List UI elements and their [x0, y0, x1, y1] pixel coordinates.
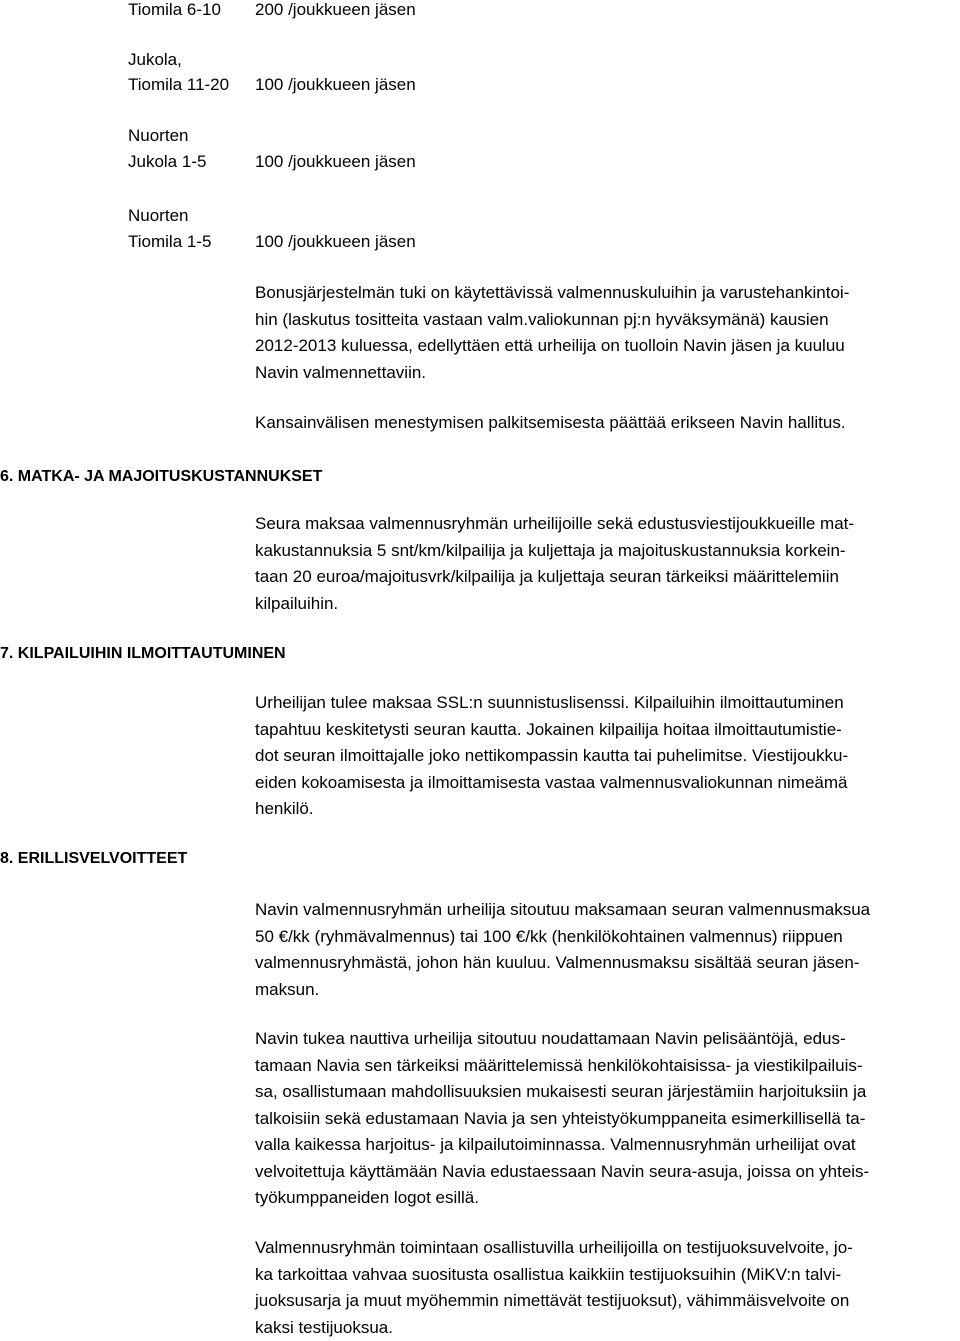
section-8-rules-line: tamaan Navia sen tärkeiksi määrittelemissä henkilökohtaisissa- ja viestikilpailuis-: [255, 1053, 960, 1080]
quota-row-3-value: 100 /joukkueen jäsen: [255, 149, 416, 175]
section-6-line: kakustannuksia 5 snt/km/kilpailija ja kuljettaja ja majoituskustannuksia korkein-: [255, 538, 960, 565]
section-8-test-line: ka tarkoittaa vahvaa suositusta osallistua kaikkiin testijuoksuihin (MiKV:n talvi-: [255, 1262, 960, 1289]
section-8-rules-line: sa, osallistumaan mahdollisuuksien mukaisesti seuran järjestämiin harjoituksiin ja: [255, 1079, 960, 1106]
bonus-line: hin (laskutus tositteita vastaan valm.valiokunnan pj:n hyväksymänä) kausien: [255, 307, 960, 334]
quota-row-3-label-line-2: Jukola 1-5: [128, 149, 206, 175]
section-8-fee-line: Navin valmennusryhmän urheilija sitoutuu maksamaan seuran valmennusmaksua: [255, 897, 960, 924]
section-8-fee-line: maksun.: [255, 977, 960, 1004]
section-6-paragraph: [255, 511, 960, 617]
section-8-test-line: Valmennusryhmän toimintaan osallistuvilla urheilijoilla on testijuoksuvelvoite, jo-: [255, 1235, 960, 1262]
section-7-line: eiden kokoamisesta ja ilmoittamisesta vastaa valmennusvaliokunnan nimeämä: [255, 770, 960, 797]
section-8-heading: 8. ERILLISVELVOITTEET: [0, 846, 187, 872]
quota-row-2-value: 100 /joukkueen jäsen: [255, 72, 416, 98]
section-7-line: tapahtuu keskitetysti seuran kautta. Jokainen kilpailija hoitaa ilmoittautumistie-: [255, 717, 960, 744]
section-8-test-paragraph: [255, 1235, 960, 1341]
quota-row-1-value: 200 /joukkueen jäsen: [255, 0, 416, 23]
section-8-rules-line: valla kaikessa harjoitus- ja kilpailutoiminnassa. Valmennusryhmän urheilijat ovat: [255, 1132, 960, 1159]
section-7-line: Urheilijan tulee maksaa SSL:n suunnistuslisenssi. Kilpailuihin ilmoittautuminen: [255, 690, 960, 717]
quota-row-4-label-line-2: Tiomila 1-5: [128, 229, 211, 255]
bonus-paragraph: [255, 280, 960, 386]
section-8-rules-paragraph: [255, 1026, 960, 1212]
intl-line: Kansainvälisen menestymisen palkitsemisesta päättää erikseen Navin hallitus.: [255, 410, 960, 437]
section-6-line: kilpailuihin.: [255, 591, 960, 618]
section-7-heading: 7. KILPAILUIHIN ILMOITTAUTUMINEN: [0, 641, 286, 667]
quota-row-4-value: 100 /joukkueen jäsen: [255, 229, 416, 255]
section-6-heading: 6. MATKA- JA MAJOITUSKUSTANNUKSET: [0, 464, 322, 490]
section-8-rules-line: talkoisiin sekä edustamaan Navia ja sen yhteistyökumppaneita esimerkillisellä ta-: [255, 1106, 960, 1133]
international-success-paragraph: [255, 410, 960, 437]
quota-row-3-label-line-1: Nuorten: [128, 123, 188, 149]
section-8-fee-paragraph: [255, 897, 960, 1003]
section-8-rules-line: Navin tukea nauttiva urheilija sitoutuu noudattamaan Navin pelisääntöjä, edus-: [255, 1026, 960, 1053]
section-8-rules-line: velvoitettuja käyttämään Navia edustaessaan Navin seura-asuja, joissa on yhteis-: [255, 1159, 960, 1186]
section-8-test-line: kaksi testijuoksua.: [255, 1315, 960, 1341]
section-7-line: dot seuran ilmoittajalle joko nettikompassin kautta tai puhelimitse. Viestijoukku-: [255, 743, 960, 770]
bonus-line: Navin valmennettaviin.: [255, 360, 960, 387]
section-8-test-line: juoksusarja ja muut myöhemmin nimettävät testijuoksut), vähimmäisvelvoite on: [255, 1288, 960, 1315]
bonus-line: 2012-2013 kuluessa, edellyttäen että urheilija on tuolloin Navin jäsen ja kuuluu: [255, 333, 960, 360]
section-6-line: Seura maksaa valmennusryhmän urheilijoille sekä edustusviestijoukkueille mat-: [255, 511, 960, 538]
section-7-paragraph: [255, 690, 960, 823]
bonus-line: Bonusjärjestelmän tuki on käytettävissä valmennuskuluihin ja varustehankintoi-: [255, 280, 960, 307]
section-7-line: henkilö.: [255, 796, 960, 823]
quota-row-1-label: Tiomila 6-10: [128, 0, 221, 23]
quota-row-4-label-line-1: Nuorten: [128, 203, 188, 229]
section-6-line: taan 20 euroa/majoitusvrk/kilpailija ja kuljettaja seuran tärkeiksi määrittelemiin: [255, 564, 960, 591]
quota-row-2-label-line-2: Tiomila 11-20: [128, 72, 229, 98]
quota-row-2-label-line-1: Jukola,: [128, 47, 182, 73]
section-8-fee-line: valmennusryhmästä, johon hän kuuluu. Valmennusmaksu sisältää seuran jäsen-: [255, 950, 960, 977]
section-8-fee-line: 50 €/kk (ryhmävalmennus) tai 100 €/kk (henkilökohtainen valmennus) riippuen: [255, 924, 960, 951]
section-8-rules-line: työkumppaneiden logot esillä.: [255, 1185, 960, 1212]
